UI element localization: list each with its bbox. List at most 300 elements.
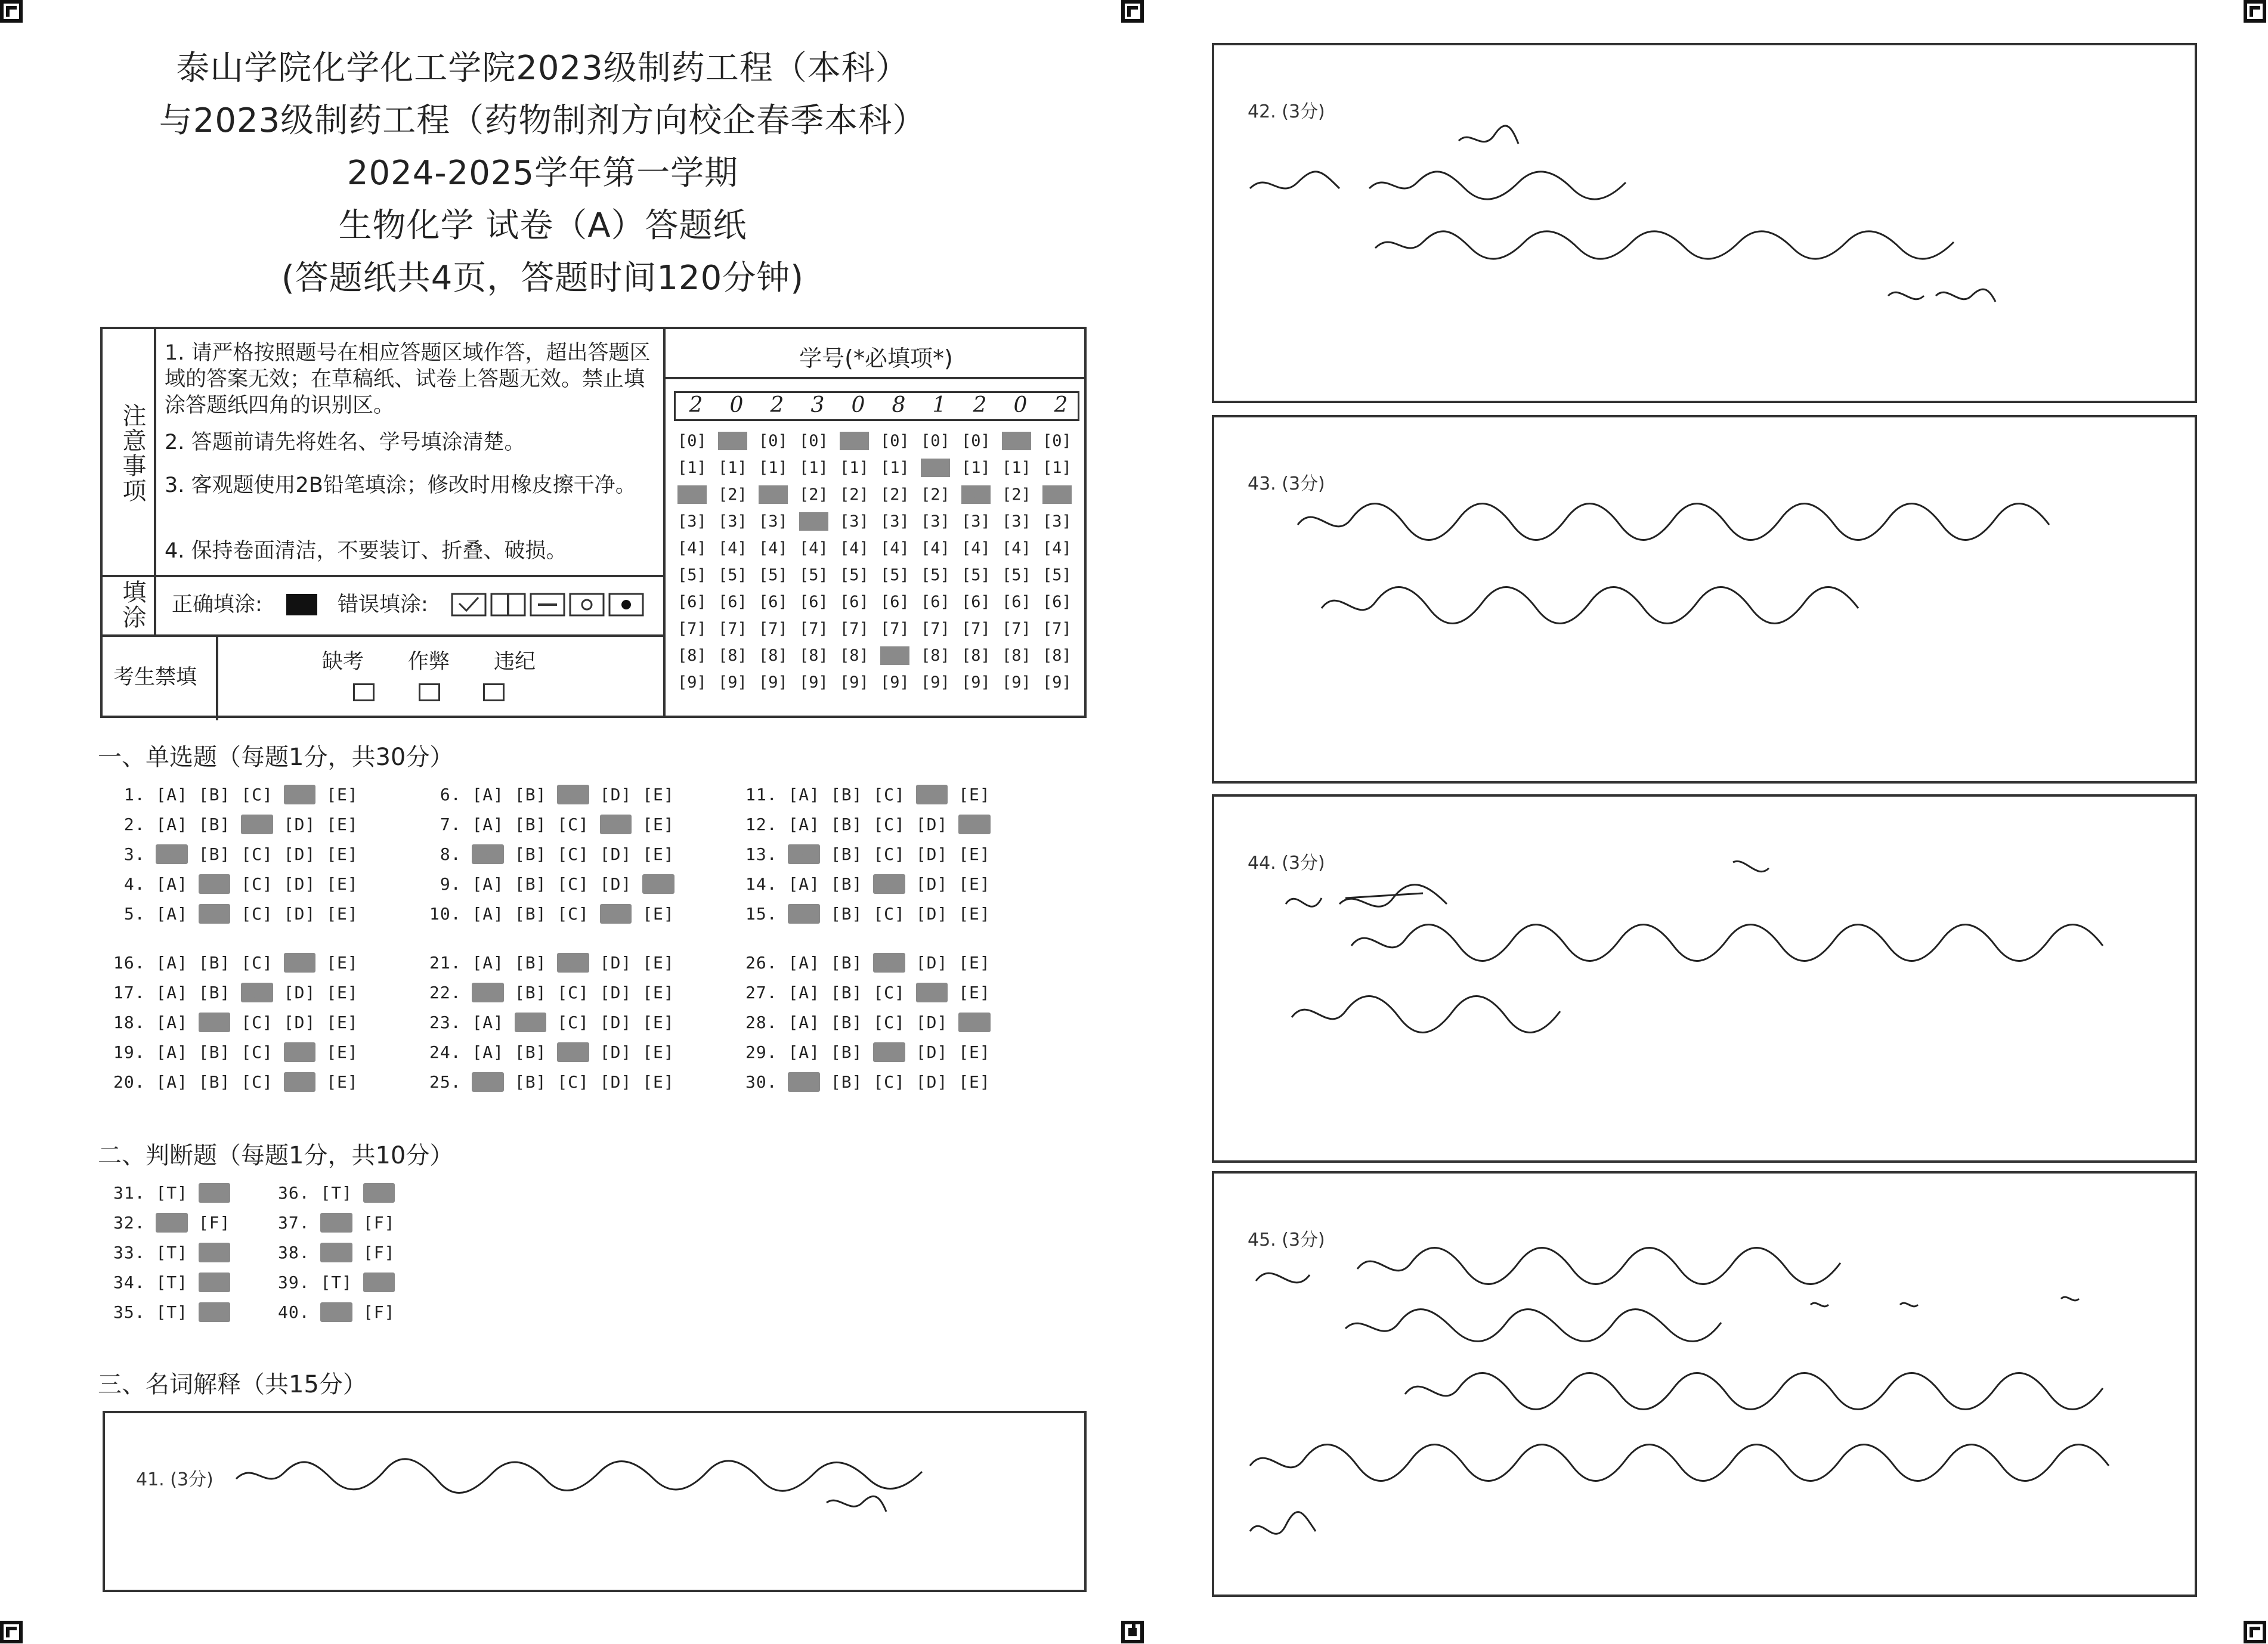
student-id-bubble[interactable]: [9]	[840, 673, 869, 692]
student-id-bubble[interactable]: [1]	[1042, 459, 1072, 477]
tf-bubble[interactable]: [T]	[320, 1302, 353, 1322]
choice-bubble[interactable]: [A]	[788, 953, 821, 973]
true-false-row	[278, 1183, 406, 1203]
choice-bubble[interactable]: [A]	[788, 844, 821, 864]
student-id-bubble[interactable]: [4]	[677, 539, 707, 558]
student-id-bubble[interactable]: [3]	[759, 512, 788, 531]
tf-bubble[interactable]: [F]	[198, 1273, 231, 1292]
choice-bubble[interactable]: [C]	[241, 785, 273, 804]
choice-bubble[interactable]: [C]	[557, 1013, 589, 1032]
student-id-bubble[interactable]: [8]	[759, 646, 788, 665]
student-id-bubble[interactable]: [9]	[1002, 673, 1031, 692]
choice-bubble[interactable]: [A]	[472, 904, 505, 924]
student-id-bubble[interactable]: [6]	[880, 593, 909, 611]
choice-bubble[interactable]: [D]	[915, 983, 948, 1002]
student-id-bubble[interactable]: [8]	[1042, 646, 1072, 665]
student-id-bubble[interactable]: [1]	[759, 459, 788, 477]
student-id-bubble[interactable]: [7]	[677, 620, 707, 638]
single-choice-row	[745, 1042, 1001, 1062]
choice-bubble[interactable]: [B]	[830, 815, 863, 834]
choice-bubble[interactable]: [C]	[873, 815, 905, 834]
student-id-bubble[interactable]: [3]	[961, 512, 991, 531]
choice-bubble[interactable]: [E]	[958, 815, 991, 834]
notice-item-1: 1. 请严格按照题号在相应答题区域作答，超出答题区域的答案无效；在草稿纸、试卷上答题无效。禁止填涂答题纸四角的识别区。	[165, 341, 651, 417]
student-id-bubble[interactable]: [6]	[1042, 593, 1072, 611]
choice-bubble[interactable]: [B]	[198, 815, 231, 834]
student-id-bubble[interactable]: [5]	[677, 566, 707, 584]
student-id-bubble[interactable]: [8]	[677, 646, 707, 665]
choice-bubble[interactable]: [B]	[830, 874, 863, 894]
choice-bubble[interactable]: [B]	[830, 1042, 863, 1062]
choice-bubble[interactable]: [C]	[557, 1042, 589, 1062]
student-id-bubble[interactable]: [1]	[1002, 459, 1031, 477]
student-id-bubble[interactable]: [5]	[759, 566, 788, 584]
choice-bubble[interactable]: [E]	[958, 874, 991, 894]
student-id-bubble[interactable]: [5]	[961, 566, 991, 584]
student-id-bubble[interactable]: [1]	[718, 459, 747, 477]
choice-bubble[interactable]: [C]	[241, 874, 273, 894]
single-choice-row	[745, 953, 1001, 973]
absent-checkbox[interactable]	[353, 683, 375, 701]
choice-bubble[interactable]: [A]	[788, 785, 821, 804]
student-id-bubble[interactable]: [3]	[1002, 512, 1031, 531]
choice-bubble[interactable]: [E]	[326, 953, 358, 973]
question-number: 31.	[113, 1183, 156, 1203]
tf-bubble[interactable]: [F]	[363, 1213, 395, 1233]
choice-bubble[interactable]: [C]	[873, 1042, 905, 1062]
choice-bubble[interactable]: [A]	[156, 983, 188, 1002]
student-id-bubble[interactable]: [1]	[799, 459, 828, 477]
choice-bubble[interactable]: [B]	[514, 1072, 547, 1092]
student-id-bubble[interactable]: [9]	[799, 673, 828, 692]
student-id-bubble[interactable]: [5]	[921, 566, 950, 584]
student-id-bubble[interactable]: [2]	[921, 485, 950, 504]
choice-bubble[interactable]: [A]	[156, 904, 188, 924]
choice-bubble[interactable]: [D]	[283, 983, 316, 1002]
student-id-bubble[interactable]: [7]	[840, 620, 869, 638]
student-id-bubble[interactable]: [8]	[799, 646, 828, 665]
student-id-bubble[interactable]: [2]	[840, 485, 869, 504]
choice-bubble[interactable]: [E]	[958, 1042, 991, 1062]
choice-bubble[interactable]: [B]	[198, 1042, 231, 1062]
student-id-bubble[interactable]: [6]	[718, 593, 747, 611]
choice-bubble[interactable]: [A]	[788, 815, 821, 834]
choice-bubble[interactable]: [D]	[283, 815, 316, 834]
choice-bubble[interactable]: [E]	[642, 815, 674, 834]
choice-bubble[interactable]: [C]	[873, 785, 905, 804]
answer-box-q42[interactable]	[1212, 43, 2197, 403]
choice-bubble[interactable]: [A]	[788, 983, 821, 1002]
student-id-bubble[interactable]: [7]	[718, 620, 747, 638]
choice-bubble[interactable]: [E]	[642, 874, 674, 894]
tf-bubble[interactable]: [F]	[363, 1273, 395, 1292]
student-id-bubble[interactable]: [6]	[961, 593, 991, 611]
choice-bubble[interactable]: [E]	[642, 983, 674, 1002]
student-id-bubble[interactable]: [5]	[880, 566, 909, 584]
tf-bubble[interactable]: [T]	[156, 1243, 188, 1262]
choice-bubble[interactable]: [D]	[599, 953, 632, 973]
question-number: 24.	[429, 1042, 472, 1062]
choice-bubble[interactable]: [B]	[830, 844, 863, 864]
student-id-bubble[interactable]: [4]	[718, 539, 747, 558]
choice-bubble[interactable]: [D]	[599, 983, 632, 1002]
student-id-bubble[interactable]: [3]	[718, 512, 747, 531]
student-id-bubble[interactable]: [7]	[1042, 620, 1072, 638]
question-number: 8.	[429, 844, 472, 864]
choice-bubble[interactable]: [E]	[642, 844, 674, 864]
student-id-bubble[interactable]: [4]	[921, 539, 950, 558]
choice-bubble[interactable]: [B]	[198, 904, 231, 924]
question-number: 38.	[278, 1243, 321, 1262]
single-choice-row	[745, 904, 1001, 924]
choice-bubble[interactable]: [C]	[241, 953, 273, 973]
choice-bubble[interactable]: [D]	[915, 874, 948, 894]
choice-bubble[interactable]: [E]	[326, 1072, 358, 1092]
student-id-bubble[interactable]: [0]	[677, 432, 707, 450]
choice-bubble[interactable]: [E]	[642, 1042, 674, 1062]
choice-bubble[interactable]: [D]	[283, 1072, 316, 1092]
choice-bubble[interactable]: [D]	[915, 1042, 948, 1062]
choice-bubble[interactable]: [E]	[642, 904, 674, 924]
student-id-bubble[interactable]: [3]	[677, 512, 707, 531]
student-id-bubble[interactable]: [2]	[1002, 485, 1031, 504]
student-id-bubble[interactable]: [2]	[1042, 485, 1072, 504]
student-id-bubble[interactable]: [6]	[799, 593, 828, 611]
choice-bubble[interactable]: [C]	[241, 1013, 273, 1032]
choice-bubble[interactable]: [E]	[958, 953, 991, 973]
student-id-bubble[interactable]: [0]	[1002, 432, 1031, 450]
choice-bubble[interactable]: [E]	[642, 953, 674, 973]
choice-bubble[interactable]: [D]	[915, 844, 948, 864]
choice-bubble[interactable]: [C]	[873, 983, 905, 1002]
choice-bubble[interactable]: [A]	[156, 815, 188, 834]
student-id-bubble[interactable]: [7]	[921, 620, 950, 638]
choice-bubble[interactable]: [A]	[156, 785, 188, 804]
student-id-bubble[interactable]: [9]	[1042, 673, 1072, 692]
student-id-bubble[interactable]: [4]	[1042, 539, 1072, 558]
question-number: 29.	[745, 1042, 788, 1062]
student-id-bubble[interactable]: [2]	[880, 485, 909, 504]
choice-bubble[interactable]: [E]	[326, 983, 358, 1002]
tf-bubble[interactable]: [F]	[198, 1183, 231, 1203]
student-id-bubble[interactable]: [0]	[799, 432, 828, 450]
choice-bubble[interactable]: [E]	[326, 1042, 358, 1062]
choice-bubble[interactable]: [A]	[156, 1072, 188, 1092]
tf-bubble[interactable]: [T]	[156, 1183, 188, 1203]
choice-bubble[interactable]: [E]	[326, 815, 358, 834]
student-id-bubble[interactable]: [9]	[677, 673, 707, 692]
choice-bubble[interactable]: [D]	[283, 1042, 316, 1062]
tf-bubble[interactable]: [T]	[156, 1273, 188, 1292]
choice-bubble[interactable]: [A]	[472, 785, 505, 804]
choice-bubble[interactable]: [B]	[514, 983, 547, 1002]
student-id-bubble[interactable]: [5]	[840, 566, 869, 584]
student-id-bubble[interactable]: [9]	[759, 673, 788, 692]
student-id-bubble[interactable]: [6]	[921, 593, 950, 611]
choice-bubble[interactable]: [B]	[514, 874, 547, 894]
student-id-bubble[interactable]: [0]	[718, 432, 747, 450]
choice-bubble[interactable]: [D]	[599, 844, 632, 864]
choice-bubble[interactable]: [B]	[830, 1013, 863, 1032]
choice-bubble[interactable]: [C]	[557, 1072, 589, 1092]
choice-bubble[interactable]: [C]	[873, 953, 905, 973]
choice-bubble[interactable]: [B]	[514, 904, 547, 924]
choice-bubble[interactable]: [A]	[156, 844, 188, 864]
choice-bubble[interactable]: [D]	[915, 904, 948, 924]
choice-bubble[interactable]: [C]	[873, 874, 905, 894]
student-id-bubble[interactable]: [5]	[799, 566, 828, 584]
answer-box-q43[interactable]	[1212, 415, 2197, 784]
choice-bubble[interactable]: [B]	[514, 1042, 547, 1062]
choice-bubble[interactable]: [E]	[642, 1072, 674, 1092]
student-id-bubble[interactable]: [8]	[961, 646, 991, 665]
student-id-bubble[interactable]: [2]	[759, 485, 788, 504]
student-id-bubble[interactable]: [6]	[840, 593, 869, 611]
choice-bubble[interactable]: [C]	[241, 844, 273, 864]
answer-box-q41[interactable]	[103, 1411, 1087, 1592]
choice-bubble[interactable]: [B]	[198, 953, 231, 973]
choice-bubble[interactable]: [C]	[873, 1072, 905, 1092]
choice-bubble[interactable]: [D]	[283, 904, 316, 924]
choice-bubble[interactable]: [C]	[241, 1072, 273, 1092]
choice-bubble[interactable]: [C]	[557, 815, 589, 834]
choice-bubble[interactable]: [B]	[830, 953, 863, 973]
tf-bubble[interactable]: [F]	[198, 1302, 231, 1322]
tf-bubble[interactable]: [T]	[156, 1213, 188, 1233]
choice-bubble[interactable]: [D]	[599, 785, 632, 804]
answer-box-q45[interactable]	[1212, 1171, 2197, 1597]
true-false-row	[113, 1273, 241, 1292]
info-table	[100, 327, 1087, 718]
student-id-bubble[interactable]: [4]	[1002, 539, 1031, 558]
choice-bubble[interactable]: [A]	[472, 953, 505, 973]
choice-bubble[interactable]: [B]	[198, 874, 231, 894]
correct-fill-sample	[286, 594, 317, 615]
choice-bubble[interactable]: [E]	[326, 874, 358, 894]
tf-bubble[interactable]: [F]	[198, 1243, 231, 1262]
choice-bubble[interactable]: [A]	[156, 953, 188, 973]
choice-bubble[interactable]: [A]	[788, 874, 821, 894]
choice-bubble[interactable]: [D]	[599, 1042, 632, 1062]
student-id-bubble[interactable]: [0]	[921, 432, 950, 450]
student-id-bubble[interactable]: [3]	[880, 512, 909, 531]
student-id-bubble[interactable]: [5]	[718, 566, 747, 584]
choice-bubble[interactable]: [E]	[958, 904, 991, 924]
choice-bubble[interactable]: [C]	[557, 904, 589, 924]
student-id-bubble[interactable]: [1]	[961, 459, 991, 477]
choice-bubble[interactable]: [C]	[241, 1042, 273, 1062]
choice-bubble[interactable]: [B]	[830, 1072, 863, 1092]
choice-bubble[interactable]: [B]	[514, 785, 547, 804]
student-id-bubble[interactable]: [3]	[799, 512, 828, 531]
single-choice-row	[429, 904, 685, 924]
student-id-bubble[interactable]: [1]	[921, 459, 950, 477]
student-id-bubble[interactable]: [0]	[961, 432, 991, 450]
choice-bubble[interactable]: [B]	[198, 785, 231, 804]
choice-bubble[interactable]: [C]	[241, 904, 273, 924]
cheat-checkbox[interactable]	[419, 683, 440, 701]
choice-bubble[interactable]: [A]	[472, 815, 505, 834]
choice-bubble[interactable]: [B]	[514, 1013, 547, 1032]
choice-bubble[interactable]: [A]	[156, 1013, 188, 1032]
choice-bubble[interactable]: [D]	[915, 1072, 948, 1092]
choice-bubble[interactable]: [E]	[958, 983, 991, 1002]
student-id-bubble[interactable]: [7]	[1002, 620, 1031, 638]
student-id-bubble[interactable]: [7]	[880, 620, 909, 638]
choice-bubble[interactable]: [C]	[557, 844, 589, 864]
choice-bubble[interactable]: [C]	[873, 1013, 905, 1032]
tf-bubble[interactable]: [F]	[363, 1243, 395, 1262]
student-id-bubble[interactable]: [2]	[799, 485, 828, 504]
student-id-bubble[interactable]: [5]	[1042, 566, 1072, 584]
choice-bubble[interactable]: [D]	[599, 1013, 632, 1032]
choice-bubble[interactable]: [B]	[830, 904, 863, 924]
choice-bubble[interactable]: [D]	[915, 1013, 948, 1032]
student-id-bubble[interactable]: [8]	[1002, 646, 1031, 665]
choice-bubble[interactable]: [E]	[642, 785, 674, 804]
student-id-bubble[interactable]: [4]	[840, 539, 869, 558]
student-id-bubble[interactable]: [9]	[880, 673, 909, 692]
student-id-bubble[interactable]: [4]	[759, 539, 788, 558]
tf-bubble[interactable]: [F]	[198, 1213, 231, 1233]
choice-bubble[interactable]: [C]	[241, 815, 273, 834]
choice-bubble[interactable]: [B]	[198, 983, 231, 1002]
choice-bubble[interactable]: [A]	[472, 1013, 505, 1032]
student-id-bubble[interactable]: [2]	[961, 485, 991, 504]
student-id-bubble[interactable]: [4]	[880, 539, 909, 558]
student-id-bubble[interactable]: [1]	[840, 459, 869, 477]
student-id-bubble[interactable]: [5]	[1002, 566, 1031, 584]
choice-bubble[interactable]: [C]	[557, 785, 589, 804]
choice-bubble[interactable]: [D]	[283, 953, 316, 973]
student-id-bubble[interactable]: [8]	[718, 646, 747, 665]
student-id-bubble[interactable]: [0]	[1042, 432, 1072, 450]
choice-bubble[interactable]: [B]	[830, 785, 863, 804]
student-id-bubble[interactable]: [9]	[718, 673, 747, 692]
student-id-bubble[interactable]: [8]	[880, 646, 909, 665]
student-id-bubble[interactable]: [3]	[1042, 512, 1072, 531]
student-id-bubble[interactable]: [4]	[799, 539, 828, 558]
choice-bubble[interactable]: [E]	[958, 1013, 991, 1032]
tf-bubble[interactable]: [T]	[156, 1302, 188, 1322]
choice-bubble[interactable]: [B]	[514, 815, 547, 834]
single-choice-row	[745, 1013, 1001, 1032]
choice-bubble[interactable]: [A]	[788, 1013, 821, 1032]
choice-bubble[interactable]: [D]	[283, 874, 316, 894]
student-id-bubble-grid[interactable]	[674, 432, 1085, 712]
true-false-grid[interactable]	[113, 1183, 447, 1338]
choice-bubble[interactable]: [E]	[326, 904, 358, 924]
choice-bubble[interactable]: [C]	[873, 844, 905, 864]
choice-bubble[interactable]: [D]	[283, 844, 316, 864]
choice-bubble[interactable]: [D]	[915, 815, 948, 834]
student-id-bubble[interactable]: [9]	[921, 673, 950, 692]
student-id-bubble[interactable]: [7]	[799, 620, 828, 638]
student-id-bubble[interactable]: [1]	[880, 459, 909, 477]
choice-bubble[interactable]: [B]	[514, 953, 547, 973]
choice-bubble[interactable]: [D]	[599, 815, 632, 834]
student-id-bubble[interactable]: [0]	[759, 432, 788, 450]
choice-bubble[interactable]: [B]	[198, 1072, 231, 1092]
student-id-bubble[interactable]: [0]	[880, 432, 909, 450]
choice-bubble[interactable]: [A]	[472, 983, 505, 1002]
choice-bubble[interactable]: [B]	[514, 844, 547, 864]
student-id-bubble[interactable]: [4]	[961, 539, 991, 558]
choice-bubble[interactable]: [B]	[198, 1013, 231, 1032]
student-id-label: 学号(*必填项*)	[799, 345, 953, 371]
choice-bubble[interactable]: [D]	[283, 1013, 316, 1032]
student-id-bubble[interactable]: [6]	[1002, 593, 1031, 611]
choice-bubble[interactable]: [E]	[326, 1013, 358, 1032]
tf-bubble[interactable]: [T]	[320, 1213, 353, 1233]
student-id-digit-4: 0	[851, 393, 865, 417]
choice-bubble[interactable]: [E]	[326, 844, 358, 864]
choice-bubble[interactable]: [D]	[915, 953, 948, 973]
answer-box-q44[interactable]	[1212, 794, 2197, 1163]
choice-bubble[interactable]: [A]	[472, 1072, 505, 1092]
choice-bubble[interactable]: [D]	[599, 904, 632, 924]
student-id-bubble[interactable]: [3]	[840, 512, 869, 531]
choice-bubble[interactable]: [A]	[156, 1042, 188, 1062]
student-id-bubble[interactable]: [7]	[759, 620, 788, 638]
tf-bubble[interactable]: [F]	[363, 1183, 395, 1203]
tf-bubble[interactable]: [T]	[320, 1243, 353, 1262]
student-id-bubble[interactable]: [6]	[759, 593, 788, 611]
student-id-bubble[interactable]: [3]	[921, 512, 950, 531]
choice-bubble[interactable]: [E]	[958, 1072, 991, 1092]
single-choice-grid[interactable]	[113, 785, 1044, 1107]
choice-bubble[interactable]: [E]	[958, 785, 991, 804]
tf-bubble[interactable]: [T]	[320, 1273, 353, 1292]
choice-bubble[interactable]: [B]	[198, 844, 231, 864]
choice-bubble[interactable]: [A]	[788, 1072, 821, 1092]
choice-bubble[interactable]: [E]	[958, 844, 991, 864]
choice-bubble[interactable]: [D]	[599, 874, 632, 894]
choice-bubble[interactable]: [E]	[326, 785, 358, 804]
choice-bubble[interactable]: [A]	[472, 1042, 505, 1062]
choice-bubble[interactable]: [E]	[642, 1013, 674, 1032]
choice-bubble[interactable]: [A]	[788, 1042, 821, 1062]
student-id-bubble[interactable]: [2]	[677, 485, 707, 504]
student-id-bubble[interactable]: [1]	[677, 459, 707, 477]
student-id-bubble[interactable]: [2]	[718, 485, 747, 504]
choice-bubble[interactable]: [C]	[241, 983, 273, 1002]
tf-bubble[interactable]: [T]	[320, 1183, 353, 1203]
choice-bubble[interactable]: [A]	[156, 874, 188, 894]
choice-bubble[interactable]: [B]	[830, 983, 863, 1002]
violation-checkbox[interactable]	[483, 683, 505, 701]
tf-bubble[interactable]: [F]	[363, 1302, 395, 1322]
choice-bubble[interactable]: [C]	[557, 874, 589, 894]
choice-bubble[interactable]: [D]	[915, 785, 948, 804]
student-id-bubble[interactable]: [6]	[677, 593, 707, 611]
choice-bubble[interactable]: [C]	[557, 983, 589, 1002]
choice-bubble[interactable]: [D]	[283, 785, 316, 804]
student-id-bubble[interactable]: [7]	[961, 620, 991, 638]
student-id-bubble[interactable]: [0]	[840, 432, 869, 450]
choice-bubble[interactable]: [A]	[472, 844, 505, 864]
student-id-bubble[interactable]: [8]	[840, 646, 869, 665]
student-id-bubble[interactable]: [8]	[921, 646, 950, 665]
true-false-row	[278, 1213, 406, 1233]
choice-bubble[interactable]: [C]	[557, 953, 589, 973]
student-id-bubble[interactable]: [9]	[961, 673, 991, 692]
choice-bubble[interactable]: [C]	[873, 904, 905, 924]
question-number: 27.	[745, 983, 788, 1002]
choice-bubble[interactable]: [A]	[472, 874, 505, 894]
choice-bubble[interactable]: [D]	[599, 1072, 632, 1092]
choice-bubble[interactable]: [A]	[788, 904, 821, 924]
